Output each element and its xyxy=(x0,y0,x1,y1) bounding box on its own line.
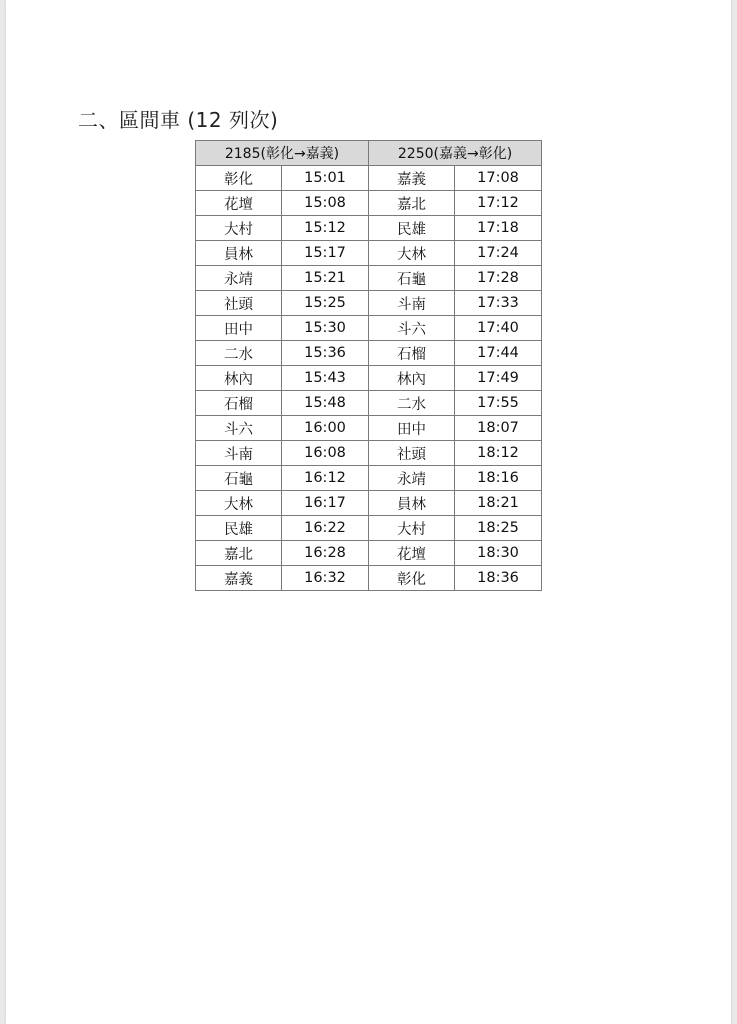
northbound-station-cell: 林內 xyxy=(369,366,455,391)
table-row xyxy=(196,541,542,566)
northbound-station-cell: 斗六 xyxy=(369,316,455,341)
table-row xyxy=(196,291,542,316)
northbound-station-cell: 花壇 xyxy=(369,541,455,566)
northbound-station-cell: 社頭 xyxy=(369,441,455,466)
section-heading: 二、區間車 (12 列次) xyxy=(78,108,279,132)
southbound-time-cell: 15:12 xyxy=(282,216,369,241)
southbound-time-cell: 15:01 xyxy=(282,166,369,191)
northbound-station-cell: 民雄 xyxy=(369,216,455,241)
table-row xyxy=(196,341,542,366)
northbound-station-cell: 石龜 xyxy=(369,266,455,291)
southbound-station-cell: 斗六 xyxy=(196,416,282,441)
northbound-station-cell: 嘉義 xyxy=(369,166,455,191)
southbound-time-cell: 16:00 xyxy=(282,416,369,441)
southbound-time-cell: 15:30 xyxy=(282,316,369,341)
train-2250-header: 2250(嘉義→彰化) xyxy=(369,141,542,166)
northbound-station-cell: 彰化 xyxy=(369,566,455,591)
table-row xyxy=(196,391,542,416)
northbound-time-cell: 18:25 xyxy=(455,516,542,541)
northbound-station-cell: 田中 xyxy=(369,416,455,441)
northbound-station-cell: 嘉北 xyxy=(369,191,455,216)
northbound-time-cell: 17:28 xyxy=(455,266,542,291)
table-row xyxy=(196,366,542,391)
northbound-time-cell: 18:21 xyxy=(455,491,542,516)
northbound-station-cell: 員林 xyxy=(369,491,455,516)
northbound-time-cell: 17:33 xyxy=(455,291,542,316)
southbound-station-cell: 二水 xyxy=(196,341,282,366)
table-row xyxy=(196,491,542,516)
table-row xyxy=(196,416,542,441)
northbound-station-cell: 石榴 xyxy=(369,341,455,366)
southbound-station-cell: 斗南 xyxy=(196,441,282,466)
table-row xyxy=(196,466,542,491)
northbound-time-cell: 18:16 xyxy=(455,466,542,491)
southbound-time-cell: 16:17 xyxy=(282,491,369,516)
northbound-time-cell: 17:49 xyxy=(455,366,542,391)
southbound-station-cell: 大村 xyxy=(196,216,282,241)
southbound-time-cell: 16:32 xyxy=(282,566,369,591)
southbound-time-cell: 15:08 xyxy=(282,191,369,216)
timetable-body xyxy=(196,166,542,591)
southbound-station-cell: 嘉義 xyxy=(196,566,282,591)
table-row xyxy=(196,266,542,291)
northbound-time-cell: 17:55 xyxy=(455,391,542,416)
northbound-time-cell: 17:24 xyxy=(455,241,542,266)
northbound-time-cell: 18:12 xyxy=(455,441,542,466)
northbound-time-cell: 17:40 xyxy=(455,316,542,341)
northbound-time-cell: 17:12 xyxy=(455,191,542,216)
southbound-time-cell: 16:08 xyxy=(282,441,369,466)
southbound-station-cell: 石榴 xyxy=(196,391,282,416)
southbound-station-cell: 永靖 xyxy=(196,266,282,291)
southbound-station-cell: 社頭 xyxy=(196,291,282,316)
southbound-time-cell: 15:17 xyxy=(282,241,369,266)
northbound-station-cell: 斗南 xyxy=(369,291,455,316)
southbound-time-cell: 15:43 xyxy=(282,366,369,391)
southbound-station-cell: 嘉北 xyxy=(196,541,282,566)
northbound-time-cell: 18:07 xyxy=(455,416,542,441)
southbound-time-cell: 15:36 xyxy=(282,341,369,366)
northbound-station-cell: 二水 xyxy=(369,391,455,416)
table-row xyxy=(196,216,542,241)
northbound-station-cell: 大村 xyxy=(369,516,455,541)
table-row xyxy=(196,191,542,216)
southbound-station-cell: 田中 xyxy=(196,316,282,341)
train-timetable xyxy=(195,140,542,591)
table-row xyxy=(196,316,542,341)
table-row xyxy=(196,566,542,591)
northbound-time-cell: 18:36 xyxy=(455,566,542,591)
southbound-station-cell: 彰化 xyxy=(196,166,282,191)
southbound-time-cell: 15:21 xyxy=(282,266,369,291)
table-row xyxy=(196,516,542,541)
southbound-station-cell: 員林 xyxy=(196,241,282,266)
southbound-time-cell: 16:22 xyxy=(282,516,369,541)
southbound-time-cell: 16:12 xyxy=(282,466,369,491)
southbound-time-cell: 16:28 xyxy=(282,541,369,566)
southbound-station-cell: 林內 xyxy=(196,366,282,391)
northbound-time-cell: 18:30 xyxy=(455,541,542,566)
southbound-time-cell: 15:25 xyxy=(282,291,369,316)
southbound-station-cell: 花壇 xyxy=(196,191,282,216)
timetable-header-row xyxy=(196,141,542,166)
southbound-time-cell: 15:48 xyxy=(282,391,369,416)
northbound-time-cell: 17:08 xyxy=(455,166,542,191)
southbound-station-cell: 大林 xyxy=(196,491,282,516)
northbound-station-cell: 永靖 xyxy=(369,466,455,491)
northbound-time-cell: 17:44 xyxy=(455,341,542,366)
northbound-time-cell: 17:18 xyxy=(455,216,542,241)
southbound-station-cell: 民雄 xyxy=(196,516,282,541)
table-row xyxy=(196,241,542,266)
southbound-station-cell: 石龜 xyxy=(196,466,282,491)
table-row xyxy=(196,441,542,466)
document-page xyxy=(6,0,731,1024)
northbound-station-cell: 大林 xyxy=(369,241,455,266)
train-2185-header: 2185(彰化→嘉義) xyxy=(196,141,369,166)
table-row xyxy=(196,166,542,191)
